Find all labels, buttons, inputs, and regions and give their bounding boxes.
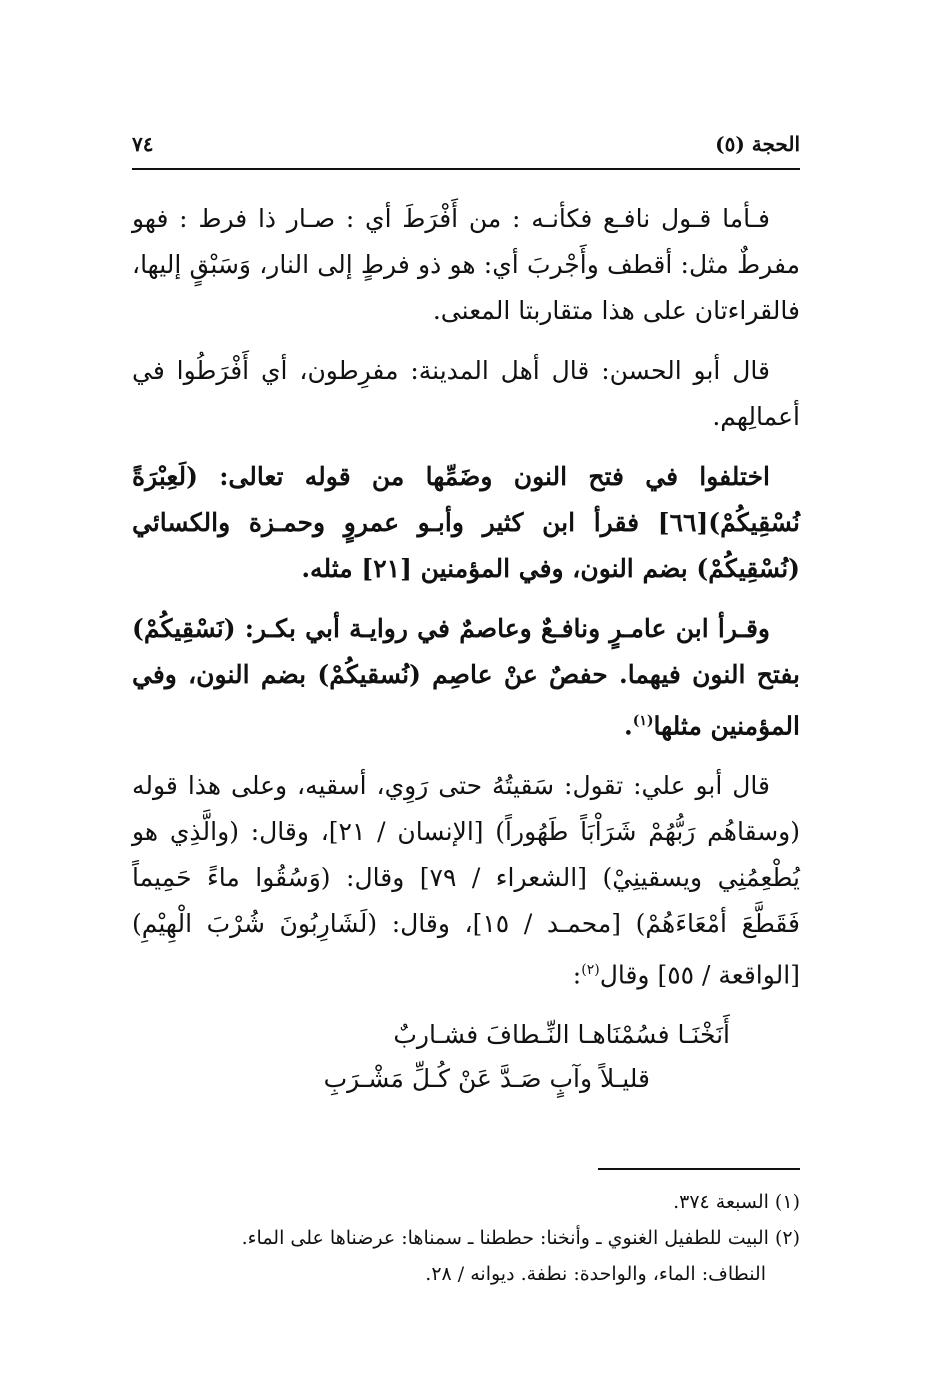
footnote-ref-2[interactable]: (٢) — [581, 962, 600, 979]
paragraph-5-text: قال أبو علي: تقول: سَقيتُهُ حتى رَوِي، أسقيه، وعلى هذا قوله (وسقاهُم رَبُّهُمْ شَرَاْبَاً طَهُوراً) [الإنسان / ٢١]، وقال: (والَّذِي هو يُطْعِمُنِي ويسقينِيْ) [الشعراء / ٧٩] وقال: (وَسُقُوا ماءً حَمِيماً فَقَطَّعَ أمْعَاءَهُمْ) [محمـد / ١٥]، وقال: (لَشَارِبُونَ شُرْبَ الْهِيْمِ) [الواقعة / ٥٥] وقال — [132, 771, 801, 990]
footnote-2: (٢) البيت للطفيل الغنوي ـ وأنخنا: حططنا ـ سمناها: عرضناها على الماء. — [241, 1227, 800, 1249]
footnotes — [132, 1184, 800, 1292]
paragraph-4-tail: . — [624, 711, 633, 741]
paragraph-1-text: فـأما قـول نافـع فكأنـه : من أَفْرَطَ أي : صـار ذا فرط : فهو مفرطٌ مثل: أقطف وأَجْربَ أي: هو ذو فرطٍ إلى النار، وَسَبْقٍ إليها، فالقراءتان على هذا متقاربتا المعنى. — [132, 204, 800, 325]
verse-line-2: قليـلاً وآبٍ صَـدَّ عَنْ كُـلِّ مَشْـرَبِ — [323, 1063, 650, 1093]
page-number: ٧٤ — [132, 132, 154, 156]
paragraph-1 — [132, 196, 800, 334]
verse-line-1: أَنَخْنَـا فسُمْنَاهـا النِّـطافَ فشـاربٌ — [393, 1019, 730, 1049]
paragraph-2-text: قال أبو الحسن: قال أهل المدينة: مفرِطون، أي أَفْرَطُوا في أعمالِهم. — [132, 356, 800, 431]
paragraph-4-text: وقـرأ ابن عامـرٍ ونافـعٌ وعاصمٌ في روايـة أبي بكـر: (نَسْقِيكُمْ) بفتح النون فيهما. حفصٌ عنْ عاصِم (نُسقيكُمْ) بضم النون، وفي المؤمنين مثلها — [132, 614, 800, 741]
paragraph-2 — [132, 348, 800, 440]
running-title: الحجة (٥) — [715, 132, 800, 156]
paragraph-5 — [132, 763, 800, 998]
footnote-1: (١) السبعة ٣٧٤. — [673, 1191, 800, 1213]
paragraph-3 — [132, 454, 800, 592]
paragraph-3-text: اختلفوا في فتح النون وضَمِّها من قوله تعالى: (لَعِبْرَةً نُسْقِيكُمْ)[٦٦] فقرأ ابن كثير وأبـو عمروٍ وحمـزة والكسائي (نُسْقِيكُمْ) بضم النون، وفي المؤمنين [٢١] مثله. — [132, 462, 800, 583]
footnote-ref-1[interactable]: (١) — [632, 713, 654, 729]
footnote-2-continuation: النطاف: الماء، والواحدة: نطفة. ديوانه / ٢٨. — [425, 1263, 766, 1285]
paragraph-5-tail: : — [572, 960, 582, 990]
main-text — [132, 196, 800, 1101]
footnote-divider — [598, 1168, 800, 1170]
header-divider — [132, 168, 800, 170]
paragraph-4 — [132, 606, 800, 749]
page-header — [132, 124, 800, 164]
